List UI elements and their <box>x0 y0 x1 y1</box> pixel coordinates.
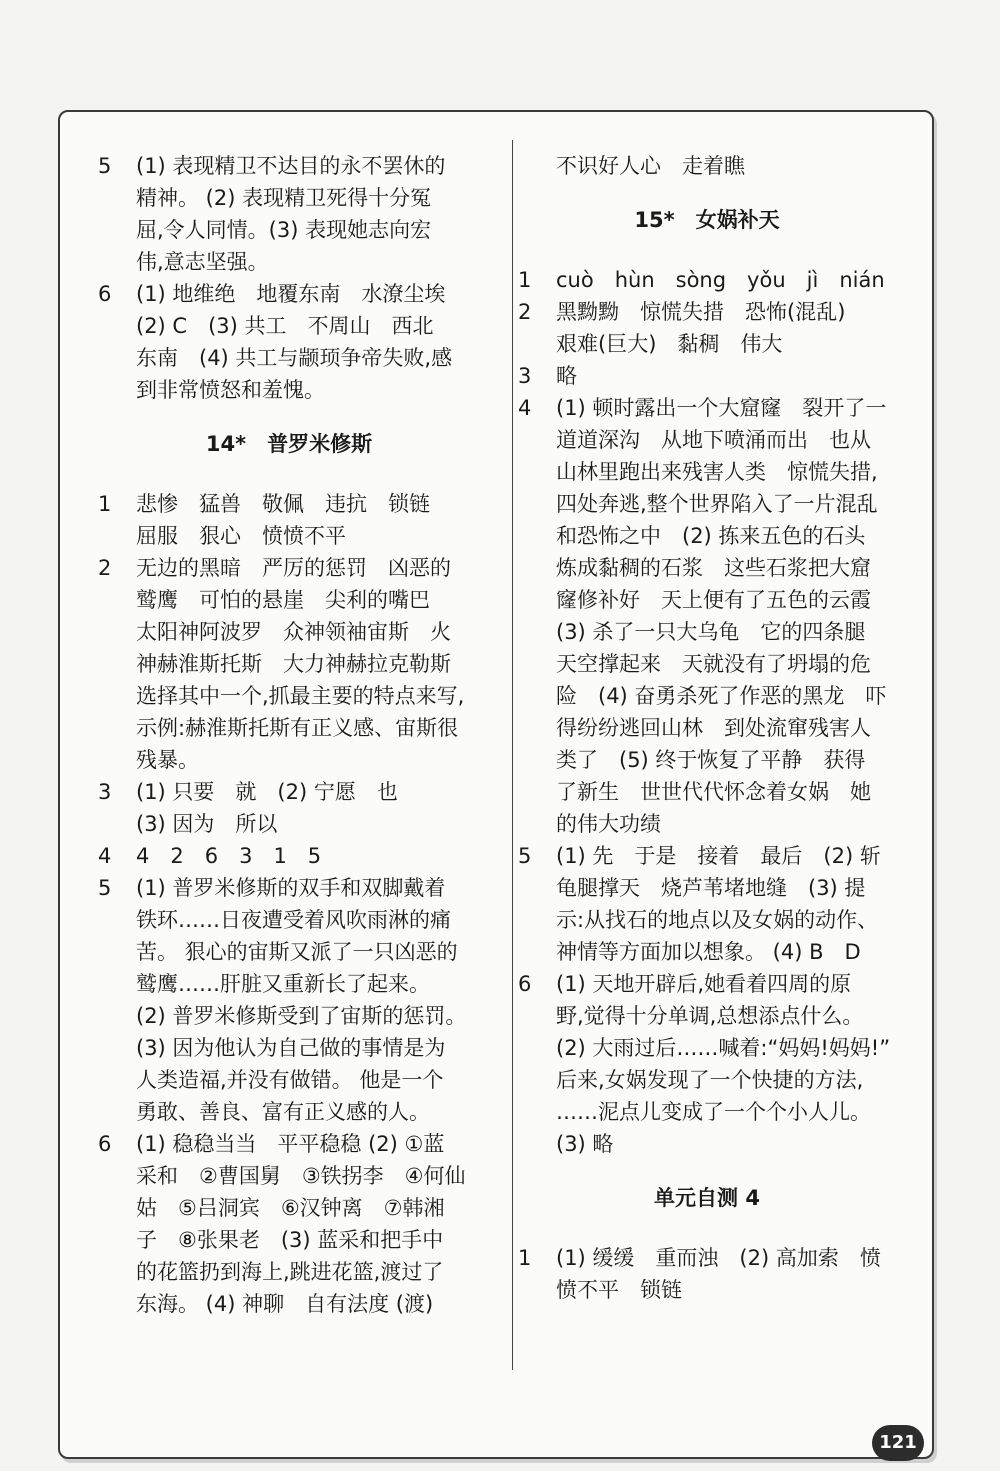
answer-line: 子 ⑧张果老 (3) 蓝采和把手中 <box>136 1228 444 1252</box>
left-column <box>98 150 480 1320</box>
section-title: 15* 女娲补天 <box>634 208 780 232</box>
answer-line: (1) 表现精卫不达目的永不罢休的 <box>136 154 446 178</box>
answer-line: (1) 普罗米修斯的双手和双脚戴着 <box>136 876 446 900</box>
answer-item <box>98 840 480 872</box>
answer-item <box>518 296 896 360</box>
answer-line: 苦。 狠心的宙斯又派了一只凶恶的 <box>136 940 458 964</box>
answer-line: 了新生 世世代代怀念着女娲 她 <box>556 780 871 804</box>
answer-line: 屈,令人同情。(3) 表现她志向宏 <box>136 218 432 242</box>
answer-line: (1) 只要 就 (2) 宁愿 也 <box>136 780 398 804</box>
answer-line: 艰难(巨大) 黏稠 伟大 <box>556 332 783 356</box>
answer-line: 东南 (4) 共工与颛顼争帝失败,感 <box>136 346 453 370</box>
answer-item <box>518 392 896 840</box>
page-number: 121 <box>872 1425 924 1461</box>
answer-line: (3) 略 <box>556 1132 614 1156</box>
answer-line: (1) 顿时露出一个大窟窿 裂开了一 <box>556 396 887 420</box>
answer-line: 示:从找石的地点以及女娲的动作、 <box>556 908 879 932</box>
answer-line: 后来,女娲发现了一个快捷的方法, <box>556 1068 864 1092</box>
answer-line: 姑 ⑤吕洞宾 ⑥汉钟离 ⑦韩湘 <box>136 1196 445 1220</box>
item-number: 6 <box>98 1132 112 1156</box>
item-number: 6 <box>98 282 112 306</box>
item-number: 2 <box>98 556 112 580</box>
answer-line: (3) 因为他认为自己做的事情是为 <box>136 1036 446 1060</box>
answer-line: 天空撑起来 天就没有了坍塌的危 <box>556 652 871 676</box>
answer-line: 伟,意志坚强。 <box>136 250 269 274</box>
item-body <box>136 552 480 776</box>
answer-line: 悲惨 猛兽 敬佩 违抗 锁链 <box>136 492 430 516</box>
answer-line: 4 2 6 3 1 5 <box>136 844 322 868</box>
item-body <box>556 264 896 296</box>
answer-item <box>98 552 480 776</box>
item-body <box>136 1128 480 1320</box>
answer-line: 的伟大功绩 <box>556 812 661 836</box>
answer-item <box>518 360 896 392</box>
answer-line: 窿修补好 天上便有了五色的云霞 <box>556 588 871 612</box>
right-column <box>518 150 896 1306</box>
answer-line: cuò hùn sòng yǒu jì nián <box>556 268 885 292</box>
answer-line: 太阳神阿波罗 众神领袖宙斯 火 <box>136 620 451 644</box>
answer-item <box>518 968 896 1160</box>
section-title: 14* 普罗米修斯 <box>205 432 373 456</box>
answer-line: 略 <box>556 364 577 388</box>
answer-line: (1) 稳稳当当 平平稳稳 (2) ①蓝 <box>136 1132 445 1156</box>
answer-line: 选择其中一个,抓最主要的特点来写, <box>136 684 465 708</box>
item-number: 4 <box>518 396 532 420</box>
answer-line: 道道深沟 从地下喷涌而出 也从 <box>556 428 871 452</box>
answer-line: 铁环……日夜遭受着风吹雨淋的痛 <box>136 908 451 932</box>
answer-line: 神情等方面加以想象。 (4) B D <box>556 940 861 964</box>
item-number: 3 <box>98 780 112 804</box>
item-body <box>556 296 896 360</box>
answer-line: 屈服 狠心 愤愤不平 <box>136 524 346 548</box>
answer-line: 黑黝黝 惊慌失措 恐怖(混乱) <box>556 300 846 324</box>
answer-line: 类了 (5) 终于恢复了平静 获得 <box>556 748 866 772</box>
answer-line: 勇敢、善良、富有正义感的人。 <box>136 1100 430 1124</box>
answer-line: 无边的黑暗 严厉的惩罚 凶恶的 <box>136 556 451 580</box>
item-number: 2 <box>518 300 532 324</box>
answer-line: 的花篮扔到海上,跳进花篮,渡过了 <box>136 1260 444 1284</box>
answer-item <box>98 1128 480 1320</box>
answer-line: 野,觉得十分单调,总想添点什么。 <box>556 1004 864 1028</box>
item-body <box>556 840 896 968</box>
answer-item <box>518 264 896 296</box>
answer-line: (3) 因为 所以 <box>136 812 278 836</box>
item-number: 6 <box>518 972 532 996</box>
answer-line: 示例:赫淮斯托斯有正义感、宙斯很 <box>136 716 459 740</box>
answer-line: (2) C (3) 共工 不周山 西北 <box>136 314 434 338</box>
item-number: 1 <box>518 1246 532 1270</box>
item-number: 1 <box>98 492 112 516</box>
answer-line: (1) 天地开辟后,她看着四周的原 <box>556 972 852 996</box>
item-body <box>136 488 480 552</box>
section-title: 单元自测 4 <box>654 1186 760 1210</box>
item-body <box>136 872 480 1128</box>
answer-line: ……泥点儿变成了一个个小人儿。 <box>556 1100 871 1124</box>
answer-item <box>98 278 480 406</box>
answer-line: 人类造福,并没有做错。 他是一个 <box>136 1068 444 1092</box>
answer-line: 山林里跑出来残害人类 惊慌失措, <box>556 460 878 484</box>
answer-line: (2) 普罗米修斯受到了宙斯的惩罚。 <box>136 1004 467 1028</box>
item-body <box>556 150 896 182</box>
answer-line: 东海。 (4) 神聊 自有法度 (渡) <box>136 1292 434 1316</box>
item-number <box>518 150 556 182</box>
item-number: 5 <box>98 154 112 178</box>
item-number: 3 <box>518 364 532 388</box>
answer-line: 四处奔逃,整个世界陷入了一片混乱 <box>556 492 878 516</box>
answer-item <box>98 488 480 552</box>
answer-line: (1) 先 于是 接着 最后 (2) 斩 <box>556 844 881 868</box>
answer-line: 残暴。 <box>136 748 199 772</box>
item-number: 4 <box>98 844 112 868</box>
answer-line: 炼成黏稠的石浆 这些石浆把大窟 <box>556 556 871 580</box>
answer-item <box>518 840 896 968</box>
answer-line: 得纷纷逃回山林 到处流窜残害人 <box>556 716 871 740</box>
answer-item <box>98 776 480 840</box>
answer-line: 险 (4) 奋勇杀死了作恶的黑龙 吓 <box>556 684 887 708</box>
item-body <box>136 150 480 278</box>
column-divider <box>512 140 513 1370</box>
item-body <box>136 776 480 840</box>
answer-item <box>518 1242 896 1306</box>
answer-line: (3) 杀了一只大乌龟 它的四条腿 <box>556 620 866 644</box>
item-body <box>556 968 896 1160</box>
item-body <box>556 392 896 840</box>
item-body <box>136 840 480 872</box>
answer-item <box>98 872 480 1128</box>
answer-line: 鹫鹰 可怕的悬崖 尖利的嘴巴 <box>136 588 430 612</box>
answer-line: 不识好人心 走着瞧 <box>556 154 745 178</box>
answer-line: 精神。 (2) 表现精卫死得十分冤 <box>136 186 432 210</box>
answer-line: 到非常愤怒和羞愧。 <box>136 378 325 402</box>
item-number: 5 <box>98 876 112 900</box>
answer-line: 愤不平 锁链 <box>556 1278 682 1302</box>
answer-line: 和恐怖之中 (2) 拣来五色的石头 <box>556 524 866 548</box>
answer-line: 神赫淮斯托斯 大力神赫拉克勒斯 <box>136 652 451 676</box>
answer-line: (1) 缓缓 重而浊 (2) 高加索 愤 <box>556 1246 881 1270</box>
answer-line: 鹫鹰……肝脏又重新长了起来。 <box>136 972 430 996</box>
answer-item <box>518 150 896 182</box>
answer-line: 采和 ②曹国舅 ③铁拐李 ④何仙 <box>136 1164 466 1188</box>
item-number: 5 <box>518 844 532 868</box>
item-body <box>556 360 896 392</box>
answer-item <box>98 150 480 278</box>
answer-line: 龟腿撑天 烧芦苇堵地缝 (3) 提 <box>556 876 866 900</box>
answer-line: (2) 大雨过后……喊着:“妈妈!妈妈!” <box>556 1036 891 1060</box>
item-body <box>556 1242 896 1306</box>
item-number: 1 <box>518 268 532 292</box>
answer-line: (1) 地维绝 地覆东南 水潦尘埃 <box>136 282 446 306</box>
item-body <box>136 278 480 406</box>
